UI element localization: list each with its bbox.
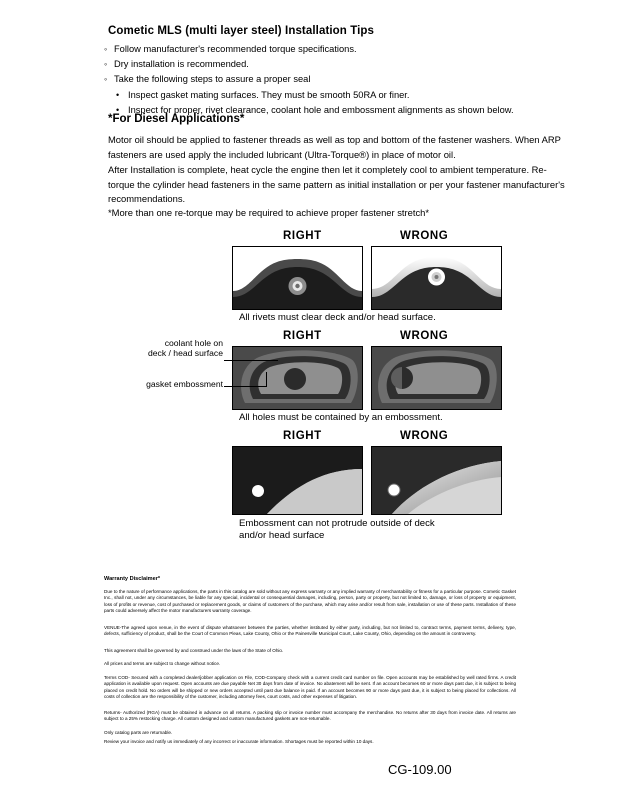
warranty-paragraph: Due to the nature of performance applications, the parts in this catalog are sold without any express warranty or any implied warranty of merchantability or fitness for a particular purpose. Cometic Gasket Inc., shall not, under any circumstances, be liable for any special, incidental or consequential damages, including, person, party or property, but not limited to, damage, or loss of property or equipment, loss of profits or revenue, cost of purchased or replacement goods, or claims of customers of the purchase, which may arise and/or result from sale, installation or use of these parts. Installation of these parts could adversely affect the motor manufacturers warranty coverage.: [104, 589, 516, 614]
section-heading-diesel: *For Diesel Applications*: [108, 113, 245, 125]
figure1-caption: All rivets must clear deck and/or head surface.: [239, 312, 436, 323]
leader-line-gasket-embossment: [224, 386, 266, 387]
figure2-right-illustration: [233, 347, 362, 409]
figure2-caption: All holes must be contained by an embossment.: [239, 412, 443, 423]
figure3-wrong-panel: [371, 446, 502, 515]
figure1-right-label: RIGHT: [283, 230, 322, 242]
warranty-paragraph: Terms COD- Secured with a completed dealer/jobber application on File, COD-Company check with a current credit card number on file. Open accounts may be established by well rated firms. A credit application is available upon request. Open accounts are due payable Net 30 days from date of invoice. No abatement will be sent. If an account becomes 60 or more days past due, it is subject to being placed on credit hold. No orders will be shipped or new orders accepted until past due balance is paid. If an account becomes 90 or more days past due, it is subject to being placed for collections. All costs of collection are the responsibility of the customer, including attorney fees, court costs, and other expenses of litigation.: [104, 675, 516, 700]
leader-line-gasket-embossment-vertical: [266, 372, 267, 387]
figure3-caption-line2: and/or head surface: [239, 530, 325, 541]
warranty-paragraph: Review your invoice and notify us immediately of any incorrect or inaccurate information. Shortages must be reported within 10 days.: [104, 739, 374, 744]
list-item: ◦ Dry installation is recommended.: [104, 57, 574, 72]
figure1-wrong-illustration: [372, 247, 501, 309]
figure1-right-panel: [232, 246, 363, 310]
list-item: • Inspect gasket mating surfaces. They must be smooth 50RA or finer.: [104, 88, 574, 103]
figure2-right-label: RIGHT: [283, 330, 322, 342]
warranty-heading: Warranty Disclaimer*: [104, 576, 161, 582]
figure2-wrong-illustration: [372, 347, 501, 409]
document-number: CG-109.00: [388, 762, 452, 777]
list-item: ◦ Follow manufacturer's recommended torque specifications.: [104, 42, 574, 57]
page-title: Cometic MLS (multi layer steel) Installation Tips: [108, 25, 375, 37]
annotation-coolant-hole-line2: deck / head surface: [147, 348, 223, 358]
annotation-gasket-embossment: gasket embossment: [146, 379, 223, 389]
figure3-caption-line1: Embossment can not protrude outside of deck: [239, 518, 435, 529]
warranty-paragraph: Returns- Authorized (RGA) must be obtained in advance on all returns. A packing slip or invoice number must accompany the merchandise. No returns after 30 days from invoice date. All returns are subject to a 25% restocking charge. All custom designed and custom manufactured gaskets are non-returnable.: [104, 710, 516, 722]
warranty-paragraph: Only catalog parts are returnable.: [104, 730, 173, 735]
figure3-wrong-illustration: [372, 447, 501, 514]
figure3-right-illustration: [233, 447, 362, 514]
installation-tips-list: [104, 42, 574, 118]
leader-line-coolant-hole: [224, 360, 278, 361]
warranty-paragraph: All prices and terms are subject to change without notice.: [104, 661, 221, 666]
figure2-wrong-panel: [371, 346, 502, 410]
annotation-coolant-hole: [118, 338, 223, 358]
list-item: ◦ Take the following steps to assure a proper seal: [104, 72, 574, 87]
figure1-right-illustration: [233, 247, 362, 309]
figure1-wrong-panel: [371, 246, 502, 310]
paragraph-motor-oil: Motor oil should be applied to fastener threads as well as top and bottom of the fastener washers. When ARP fasteners are used apply the included lubricant (Ultra-Torque®) in place of motor oil.: [108, 134, 561, 160]
list-item: • Inspect for proper, rivet clearance, coolant hole and embossment alignments as shown below.: [104, 103, 574, 118]
paragraph-heat-cycle: After Installation is complete, heat cycle the engine then let it completely cool to ambient temperature. Re-torque the cylinder head fasteners in the same pattern as initial installation or per your fastener manufacturer's recommendations.: [108, 164, 565, 204]
figure2-wrong-label: WRONG: [400, 330, 449, 342]
paragraph-retorque-note: *More than one re-torque may be required to achieve proper fastener stretch*: [108, 207, 430, 218]
figure1-wrong-label: WRONG: [400, 230, 449, 242]
figure3-right-label: RIGHT: [283, 430, 322, 442]
annotation-coolant-hole-line1: coolant hole on: [164, 338, 223, 348]
figure3-right-panel: [232, 446, 363, 515]
figure2-right-panel: [232, 346, 363, 410]
warranty-paragraph: This agreement shall be governed by and construed under the laws of the State of Ohio.: [104, 648, 284, 653]
figure3-wrong-label: WRONG: [400, 430, 449, 442]
warranty-paragraph: VENUE-The agreed upon venue, in the event of dispute whatsoever between the parties, whether instituted by either party, including, but not limited to, contract terms, payment terms, delivery, type, defects, sufficiency of product, shall be the Court of Common Pleas, Lake County, Ohio or the Painesville Municipal Court, Lake County, Ohio, depending on the amount in controversy.: [104, 625, 516, 637]
